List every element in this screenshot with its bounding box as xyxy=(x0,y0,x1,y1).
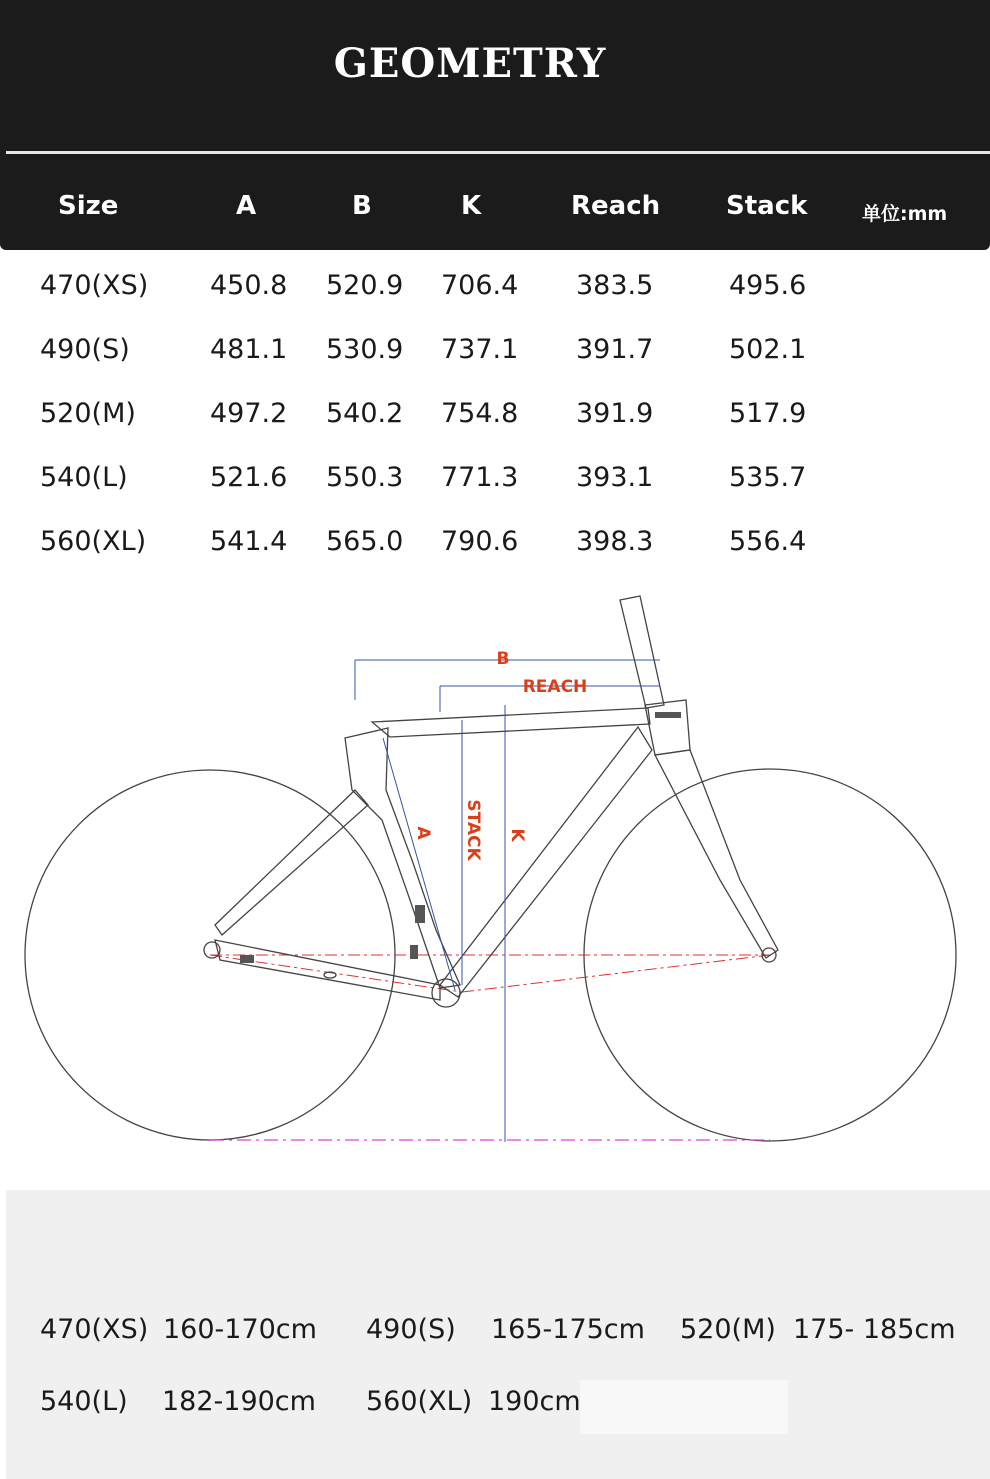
stack-cell: 517.9 xyxy=(729,398,807,429)
k-cell: 706.4 xyxy=(441,270,519,301)
size-cell: 540(L) xyxy=(40,462,128,493)
frame-outline xyxy=(204,596,778,1007)
a-cell: 497.2 xyxy=(210,398,288,429)
b-cell: 540.2 xyxy=(326,398,404,429)
table-row xyxy=(0,462,990,512)
column-header-b: B xyxy=(352,191,372,221)
k-cell: 737.1 xyxy=(441,334,519,365)
fit-height-range: 182-190cm xyxy=(162,1386,316,1417)
frame-geometry-diagram xyxy=(0,585,990,1165)
size-cell: 470(XS) xyxy=(40,270,149,301)
dimension-lines xyxy=(355,660,660,1142)
table-row xyxy=(0,398,990,448)
a-cell: 450.8 xyxy=(210,270,288,301)
k-cell: 754.8 xyxy=(441,398,519,429)
geometry-header xyxy=(0,0,990,250)
stack-cell: 495.6 xyxy=(729,270,807,301)
label-stack: STACK xyxy=(463,799,483,861)
fit-size-label: 540(L) xyxy=(40,1386,128,1417)
fit-size-label: 490(S) xyxy=(366,1314,456,1345)
blank-patch xyxy=(580,1380,788,1434)
unit-label: 单位:mm xyxy=(862,203,948,225)
label-a: A xyxy=(413,826,433,840)
fit-height-range: 160-170cm xyxy=(163,1314,317,1345)
column-header-size: Size xyxy=(58,191,119,221)
b-cell: 520.9 xyxy=(326,270,404,301)
table-row xyxy=(0,526,990,576)
size-cell: 520(M) xyxy=(40,398,136,429)
column-header-reach: Reach xyxy=(571,191,661,221)
column-header-a: A xyxy=(236,191,257,221)
size-cell: 490(S) xyxy=(40,334,130,365)
k-cell: 771.3 xyxy=(441,462,519,493)
b-cell: 550.3 xyxy=(326,462,404,493)
page-title: GEOMETRY xyxy=(333,40,607,87)
column-header-k: K xyxy=(461,191,482,221)
a-cell: 481.1 xyxy=(210,334,288,365)
stack-cell: 535.7 xyxy=(729,462,807,493)
fit-size-label: 470(XS) xyxy=(40,1314,149,1345)
a-cell: 541.4 xyxy=(210,526,288,557)
label-reach: REACH xyxy=(522,677,588,697)
label-b: B xyxy=(496,649,510,669)
column-header-stack: Stack xyxy=(726,191,808,221)
fit-size-label: 560(XL) xyxy=(366,1386,473,1417)
header-divider xyxy=(6,151,990,154)
a-cell: 521.6 xyxy=(210,462,288,493)
fit-size-label: 520(M) xyxy=(680,1314,776,1345)
fit-height-range: 165-175cm xyxy=(491,1314,645,1345)
stack-cell: 556.4 xyxy=(729,526,807,557)
reach-cell: 391.9 xyxy=(576,398,654,429)
k-cell: 790.6 xyxy=(441,526,519,557)
b-cell: 530.9 xyxy=(326,334,404,365)
reach-cell: 393.1 xyxy=(576,462,654,493)
table-row xyxy=(0,334,990,384)
fit-height-range: 175- 185cm xyxy=(793,1314,956,1345)
table-row xyxy=(0,270,990,320)
reach-cell: 383.5 xyxy=(576,270,654,301)
stack-cell: 502.1 xyxy=(729,334,807,365)
label-k: K xyxy=(507,828,527,842)
reach-cell: 391.7 xyxy=(576,334,654,365)
b-cell: 565.0 xyxy=(326,526,404,557)
fit-height-range: 190cm xyxy=(488,1386,581,1417)
bb-axle-centerline xyxy=(462,955,770,992)
reach-cell: 398.3 xyxy=(576,526,654,557)
size-cell: 560(XL) xyxy=(40,526,147,557)
